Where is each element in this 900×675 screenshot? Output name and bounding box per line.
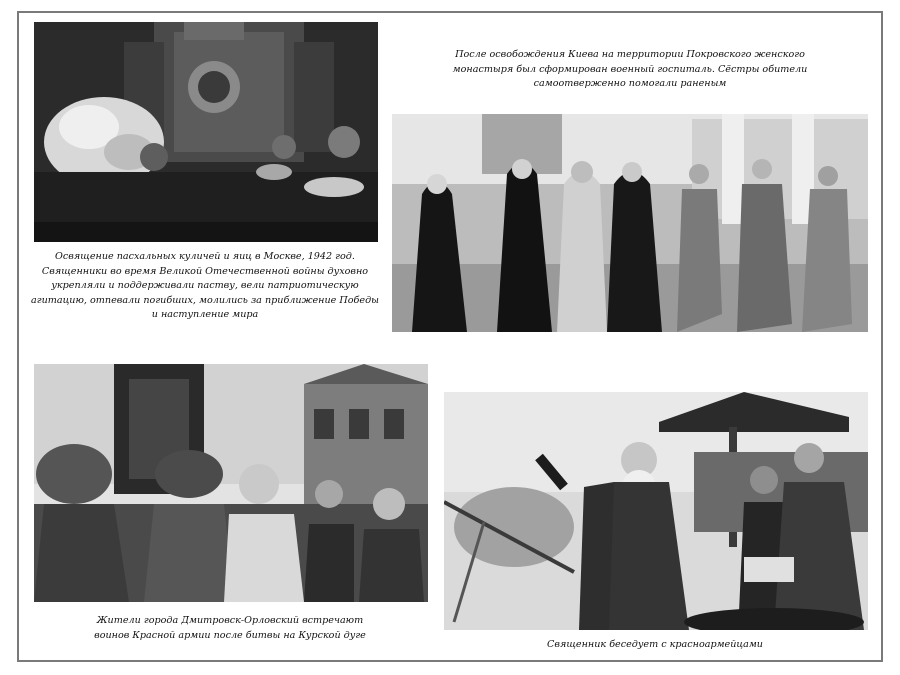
caption-kiev-hospital: После освобождения Киева на территории Покровского женского монастыря был сформирован военный госпиталь. Сёстры обители самоотверженно помогали раненым	[452, 49, 808, 90]
photo-priest-with-soldiers	[444, 392, 868, 630]
photo-easter-blessing	[34, 22, 378, 242]
photo-dmitrovsk-orlovsky	[34, 364, 428, 602]
caption-easter-moscow: Освящение пасхальных куличей и яиц в Москве, 1942 год. Священники во время Великой Отечественной войны духовно укрепляли и поддерживали паству, вели патриотическую агитацию, отпевали погибших, молились за приближение Победы и наступление мира	[31, 251, 379, 321]
photo-kiev-monastery-hospital	[392, 114, 868, 332]
caption-dmitrovsk: Жители города Дмитровск-Орловский встречают воинов Красной армии после битвы на Курской дуге	[94, 615, 366, 641]
caption-priest-soldiers: Священник беседует с красноармейцами	[547, 639, 763, 650]
